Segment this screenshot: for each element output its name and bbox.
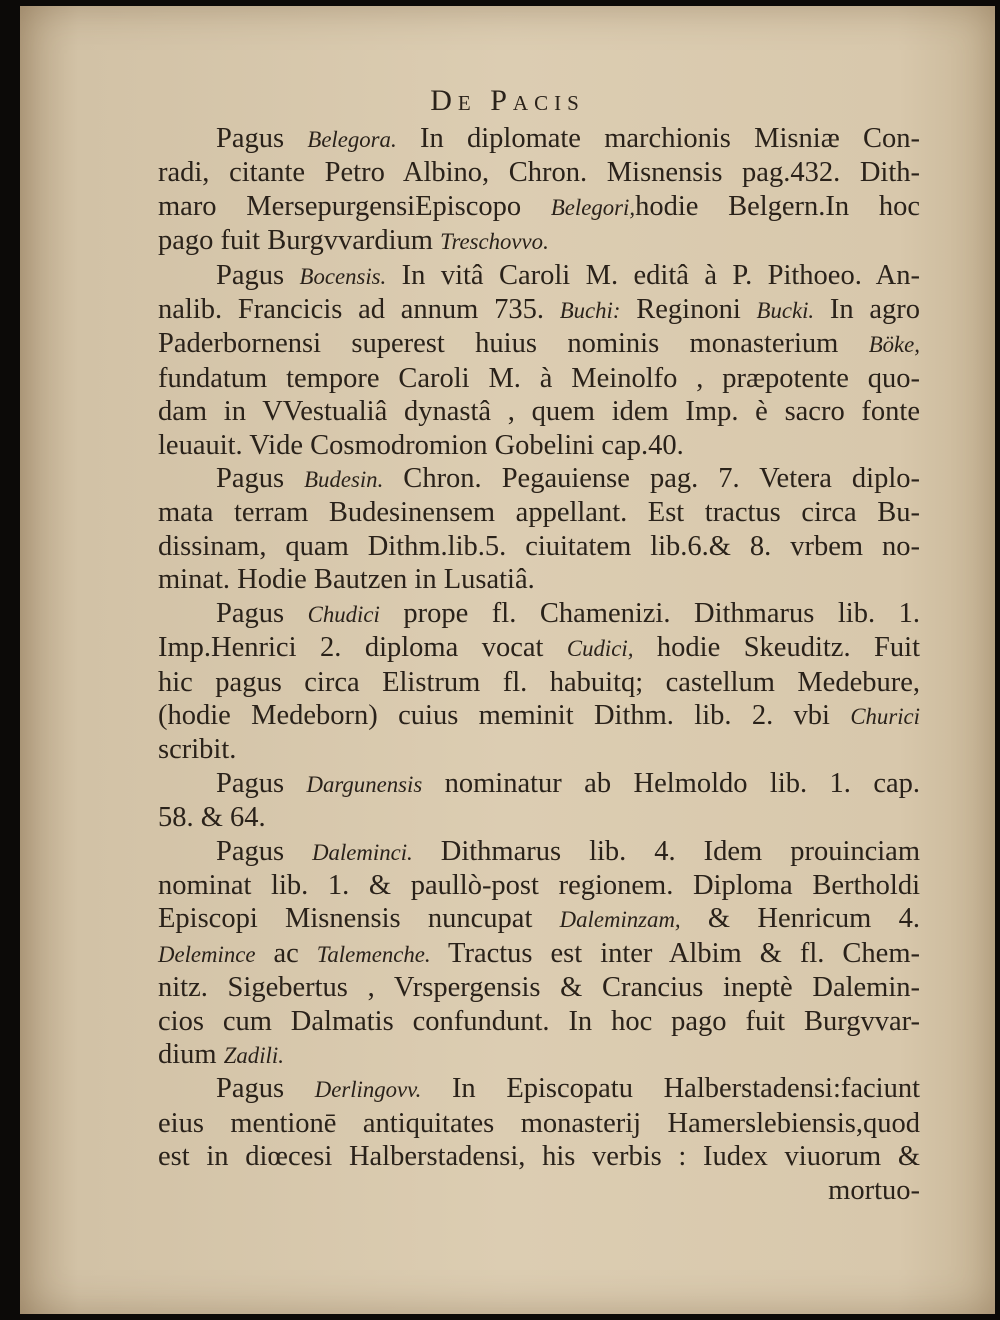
italic-run: Belegora. [307,127,397,152]
italic-run: Bocensis. [299,263,387,289]
text-run: dissinam, quam Dithm.lib.5. ciuitatem lib.6.& 8. vrbem no- [158,530,920,562]
text-run: & Henricum 4. [680,903,920,935]
text-run: Chron. Pegauiense pag. 7. Vetera diplo- [383,463,921,495]
text-line [158,1072,920,1106]
text-run: Pagus [216,259,300,291]
text-run: maro MersepurgensiEpiscopo [158,190,551,222]
italic-run: Cudici, [566,636,634,662]
text-line [158,429,920,462]
text-line [158,597,920,631]
text-run: Reginoni [620,294,757,326]
text-run: fundatum tempore Caroli M. à Meinolfo , præpotente quo- [158,362,920,394]
text-run: nominat lib. 1. & paullò-post regionem. Diploma Bertholdi [158,869,920,901]
text-line [158,835,920,869]
text-run: Pagus [216,597,308,629]
italic-run: Böke, [868,332,920,358]
italic-run: Belegori, [550,194,636,220]
text-run: cios cum Dalmatis confundunt. In hoc pago fuit Burgvvar- [158,1005,920,1037]
italic-run: Daleminci. [312,839,413,865]
italic-run: Talemenche. [316,941,431,967]
text-run: dium [158,1038,224,1070]
text-line [158,1038,920,1072]
text-run: ac [255,937,317,969]
text-line [158,937,920,971]
text-run: est in diœcesi Halberstadensi, his verbis : Iudex viuorum & [158,1141,920,1173]
text-run: (hodie Medeborn) cuius meminit Dithm. lib. 2. vbi [158,699,851,731]
text-run: Imp.Henrici 2. diploma vocat [158,632,567,664]
text-run: 58. & 64. [158,802,266,834]
text-run: In Episcopatu Halberstadensi:faciunt [421,1073,920,1105]
text-line [158,496,920,529]
text-line [158,666,920,699]
text-run: hic pagus circa Elistrum fl. habuitq; castellum Medebure, [158,666,920,698]
italic-run: Dargunensis [306,771,423,797]
text-run: Pagus [216,835,313,867]
italic-run: Daleminzam, [559,907,681,933]
text-line [158,259,920,293]
text-run: Paderbornensi superest huius nominis monasterium [158,328,869,360]
text-line [158,869,920,902]
italic-run: Chudici [307,601,380,627]
text-line [158,190,920,224]
text-line [158,733,920,766]
italic-run: Bucki. [756,298,815,324]
text-line [158,530,920,563]
text-run: prope fl. Chamenizi. Dithmarus lib. 1. [379,597,920,629]
text-line [158,156,920,189]
text-run: scribit. [158,734,237,766]
italic-run: Treschovvo. [440,229,549,255]
text-line [158,563,920,596]
text-line [158,122,920,156]
text-run: radi, citante Petro Albino, Chron. Misnensis pag.432. Dith- [158,157,920,189]
text-run: Dithmarus lib. 4. Idem prouinciam [412,835,920,867]
italic-run: Zadili. [223,1042,284,1068]
text-run: leuauit. Vide Cosmodromion Gobelini cap.40. [158,429,684,461]
text-run: Pagus [216,1073,315,1105]
text-line [158,902,920,936]
running-head: De Pacis [430,84,585,117]
body-text [158,122,920,1207]
text-line [158,971,920,1004]
text-line [158,362,920,395]
italic-run: Budesin. [304,467,384,493]
text-line [158,801,920,834]
text-line [158,327,920,361]
text-run: eius mentionē antiquitates monasterij Hamerslebiensis,quod [158,1107,920,1139]
text-line [158,1107,920,1140]
text-run: minat. Hodie Bautzen in Lusatiâ. [158,564,535,596]
text-run: nitz. Sigebertus , Vrspergensis & Crancius ineptè Dalemin- [158,972,920,1004]
book-page [20,6,995,1314]
text-line [158,395,920,428]
text-run: nominatur ab Helmoldo lib. 1. cap. [422,767,920,799]
catchword: mortuo- [828,1174,920,1206]
text-run: Pagus [216,123,308,154]
text-line [158,224,920,258]
text-run: Tractus est inter Albim & fl. Chem- [430,937,920,969]
text-run: Episcopi Misnensis nuncupat [158,903,560,935]
italic-run: Derlingovv. [314,1077,422,1103]
text-line [158,1005,920,1038]
text-run: nalib. Francicis ad annum 735. [158,294,560,326]
text-run: Pagus [216,767,307,799]
italic-run: Buchi: [559,298,621,324]
text-run: In diplomate marchionis Misniæ Con- [396,123,920,154]
italic-run: Churici [850,703,920,729]
text-run: hodie Belgern.In hoc [635,190,920,222]
text-run: In agro [814,294,921,326]
text-run: In vitâ Caroli M. editâ à P. Pithoeo. An- [386,259,920,291]
text-run: Pagus [216,463,305,495]
text-line [158,767,920,801]
text-run: mata terram Budesinensem appellant. Est tractus circa Bu- [158,497,920,529]
text-line [158,462,920,496]
text-run: pago fuit Burgvvardium [158,225,441,257]
text-line [158,1140,920,1173]
text-line [158,699,920,733]
text-line [158,631,920,665]
text-run: dam in VVestualiâ dynastâ , quem idem Imp. è sacro fonte [158,396,920,428]
text-line [158,293,920,327]
text-run: hodie Skeuditz. Fuit [633,632,920,664]
italic-run: Delemince [158,941,256,967]
